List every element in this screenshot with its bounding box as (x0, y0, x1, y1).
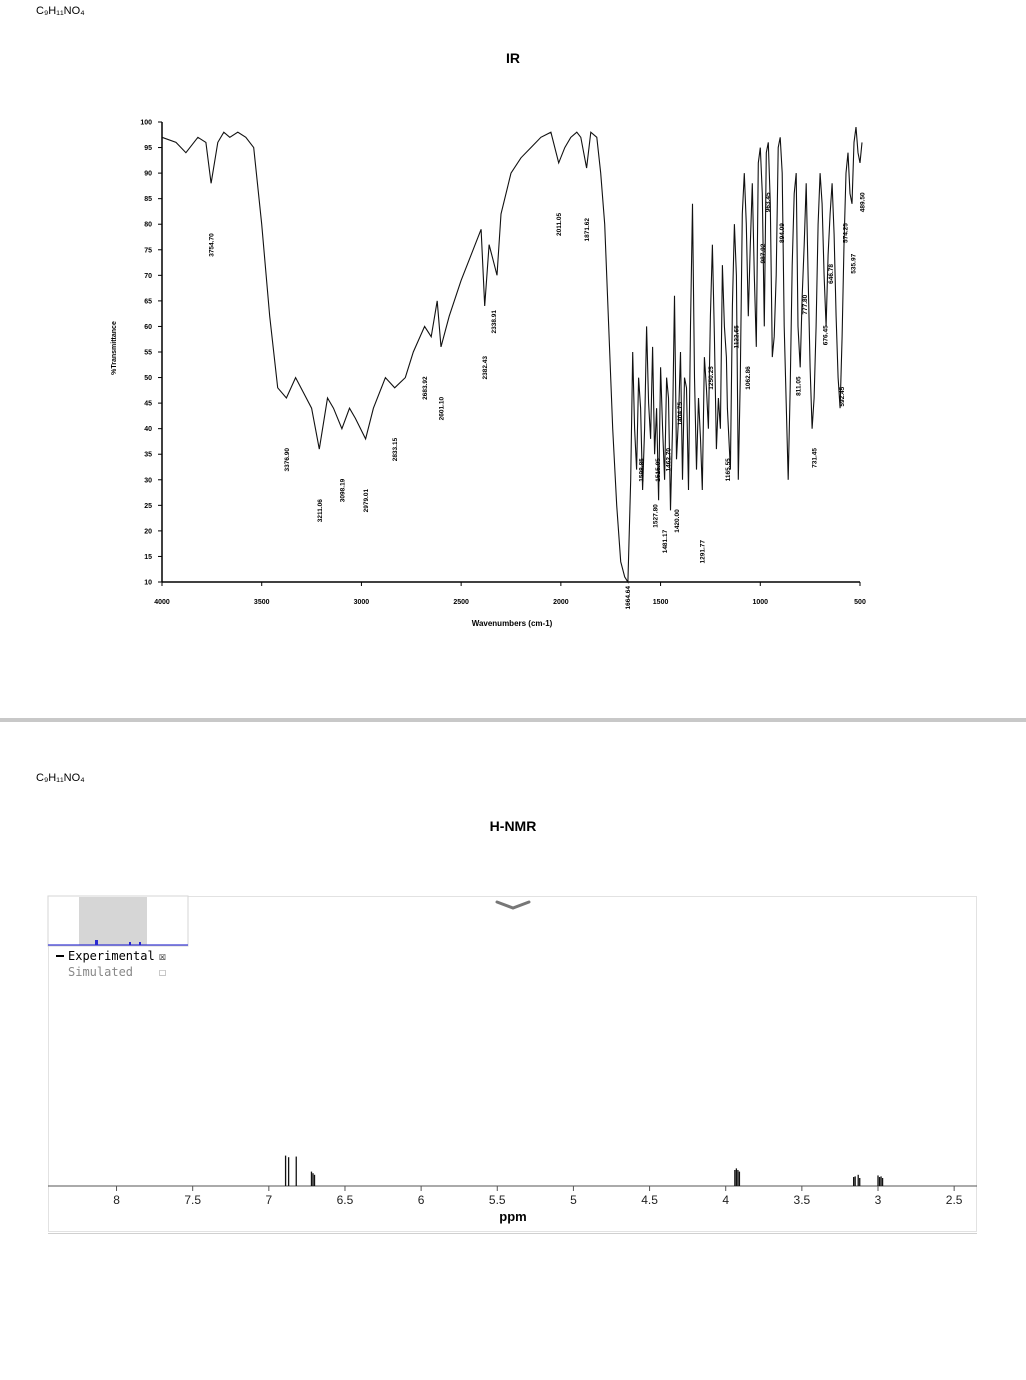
ir-peak-annotations (0, 80, 867, 610)
nmr-x-tick-label: 4 (722, 1193, 730, 1207)
ir-peak-label: 2338.91 (490, 310, 498, 334)
nmr-section-title: H-NMR (489, 818, 537, 834)
section-divider (0, 718, 1026, 722)
nmr-x-tick-label: 2.5 (945, 1193, 963, 1207)
ir-spectrum-chart (0, 80, 1026, 720)
ir-peak-label: 1664.64 (625, 586, 633, 610)
ir-peak-label: 811.05 (795, 376, 803, 396)
nmr-x-tick-label: 5 (570, 1193, 577, 1207)
nmr-legend (56, 948, 166, 980)
ir-peak-label: 2601.10 (438, 396, 446, 421)
ir-peak-label: 894.09 (778, 223, 786, 243)
ir-peak-label: 3754.70 (208, 233, 216, 257)
legend-simulated-label: Simulated (68, 965, 134, 979)
ir-y-tick-label: 60 (144, 323, 152, 331)
ir-y-tick-label: 75 (144, 247, 152, 255)
nmr-axis (48, 1186, 977, 1207)
ir-y-tick-label: 15 (144, 553, 152, 561)
ir-y-tick-label: 90 (144, 170, 152, 178)
ir-peak-label: 1122.65 (733, 325, 741, 349)
ir-peak-label: 1165.55 (724, 458, 732, 482)
ir-peak-label: 1481.17 (661, 529, 669, 554)
ir-peak-label: 1871.62 (584, 218, 591, 242)
ir-peak-label: 1527.80 (652, 504, 660, 528)
ir-peak-label: 2979.01 (363, 488, 371, 513)
ir-y-axis-label: %Transmittance (111, 321, 118, 375)
ir-y-tick-label: 55 (144, 349, 152, 357)
nmr-x-tick-label: 4.5 (641, 1193, 658, 1207)
ir-ticks (140, 120, 866, 607)
ir-peak-label: 2833.15 (392, 437, 400, 462)
nmr-x-tick-label: 3 (874, 1193, 882, 1207)
ir-x-tick-label: 3000 (353, 599, 370, 606)
ir-peak-label: 3098.19 (339, 478, 347, 503)
ir-y-tick-label: 85 (144, 196, 152, 204)
overview-peak (95, 940, 98, 945)
ir-y-tick-label: 65 (144, 298, 152, 306)
ir-x-tick-label: 4000 (154, 599, 170, 606)
nmr-x-tick-label: 6.5 (336, 1193, 354, 1207)
ir-y-tick-label: 10 (144, 579, 152, 587)
ir-y-tick-label: 20 (144, 528, 152, 536)
nmr-x-tick-label: 7.5 (184, 1193, 202, 1207)
ir-peak-label: 1062.86 (745, 366, 753, 390)
checkbox-checked-icon[interactable]: ☒ (158, 949, 166, 963)
ir-y-tick-label: 80 (144, 221, 152, 229)
ir-molecular-formula: C₉H₁₁NO₄ (36, 5, 85, 17)
ir-x-axis-label: Wavenumbers (cm-1) (471, 619, 553, 628)
ir-peak-label: 3211.06 (316, 499, 324, 523)
legend-simulated[interactable] (56, 964, 166, 980)
ir-peak-label: 535.97 (850, 253, 858, 274)
nmr-x-tick-label: 6 (417, 1193, 425, 1207)
ir-peak-label: 731.45 (811, 448, 819, 468)
ir-y-tick-label: 45 (144, 400, 152, 408)
ir-peak-label: 1250.25 (707, 366, 715, 390)
ir-x-tick-label: 3500 (253, 599, 270, 606)
ir-peak-label: 987.92 (760, 243, 768, 264)
ir-peak-label: 1462.70 (665, 448, 673, 472)
checkbox-unchecked-icon[interactable]: ☐ (159, 965, 167, 979)
ir-axes (162, 122, 860, 582)
ir-y-tick-label: 25 (144, 502, 152, 510)
ir-peak-label: 1598.85 (638, 458, 646, 482)
ir-x-tick-label: 1000 (752, 599, 769, 606)
ir-peak-label: 1420.00 (674, 509, 681, 533)
ir-peak-label: 1291.77 (699, 540, 707, 564)
nmr-x-tick-label: 3.5 (793, 1193, 811, 1207)
ir-x-tick-label: 2500 (453, 599, 469, 606)
nmr-x-tick-label: 5.5 (488, 1193, 506, 1207)
nmr-molecular-formula: C₉H₁₁NO₄ (36, 772, 85, 784)
ir-peak-label: 963.45 (765, 192, 773, 213)
ir-peak-label: 489.50 (859, 192, 867, 213)
nmr-bottom-toolbar (48, 1233, 977, 1238)
ir-y-tick-label: 30 (144, 477, 152, 485)
nmr-x-axis-label: ppm (499, 1209, 527, 1224)
nmr-x-tick-label: 7 (265, 1193, 273, 1207)
overview-peak (129, 942, 131, 945)
ir-y-tick-label: 50 (144, 375, 152, 383)
ir-y-tick-label: 100 (140, 119, 152, 127)
ir-peak-label: 676.45 (822, 325, 830, 346)
ir-spectrum-line (162, 127, 862, 582)
overview-peak (139, 942, 141, 945)
ir-peak-label: 2382.43 (482, 356, 490, 380)
ir-peak-label: 2011.05 (556, 212, 564, 237)
ir-x-tick-label: 1500 (652, 599, 669, 606)
nmr-x-tick-label: 8 (113, 1193, 120, 1207)
legend-experimental-label: Experimental (68, 949, 155, 963)
ir-peak-label: 3376.90 (283, 448, 291, 472)
overview-viewport-selection[interactable] (79, 897, 147, 945)
ir-x-tick-label: 500 (854, 599, 866, 606)
ir-peak-label: 2683.92 (422, 376, 429, 400)
ir-y-tick-label: 95 (144, 145, 152, 153)
ir-peak-label: 1404.75 (677, 402, 685, 426)
ir-y-tick-label: 40 (144, 426, 152, 434)
ir-peak-label: 777.80 (802, 294, 810, 315)
ir-peak-label: 592.45 (839, 386, 847, 407)
chevron-down-icon[interactable] (497, 902, 529, 908)
ir-peak-label: 574.25 (842, 223, 850, 243)
ir-peak-label: 646.78 (828, 264, 836, 284)
ir-y-tick-label: 35 (144, 451, 152, 459)
ir-y-tick-label: 70 (144, 272, 152, 280)
ir-x-tick-label: 2000 (553, 599, 569, 606)
ir-section-title: IR (506, 50, 520, 66)
ir-peak-label: 1515.05 (655, 458, 663, 482)
legend-experimental[interactable] (56, 948, 166, 964)
nmr-peaks (286, 1156, 883, 1186)
